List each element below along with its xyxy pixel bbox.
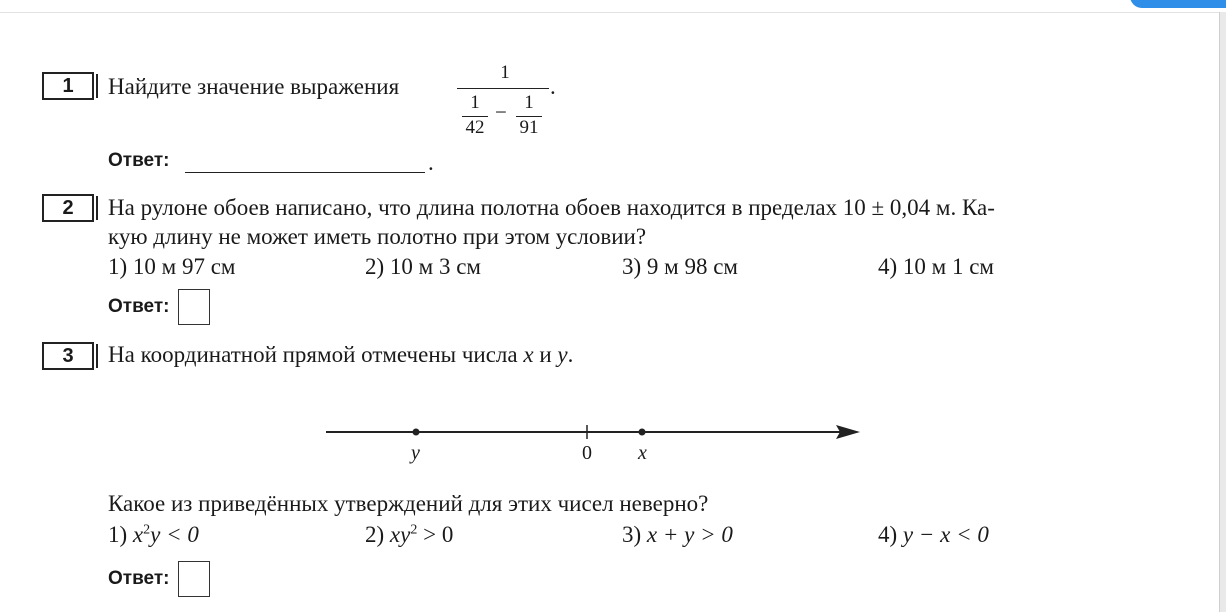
question-3-option-1: 1) $x^2y < 0$ [108, 522, 199, 547]
expr-a-numerator: 1 [470, 92, 480, 113]
number-line-point-y [413, 429, 420, 436]
question-2-option-3: 3) 9 м 98 см [622, 254, 738, 279]
question-3-option-4: 4) y − x < 0 [878, 522, 989, 547]
number-line-label-x: x [638, 442, 647, 464]
answer-2-label: Ответ: [108, 296, 170, 317]
browser-top-strip [0, 0, 1226, 13]
question-3-option-2: 2) $xy^2 > 0$ [365, 522, 454, 547]
expr-b-numerator: 1 [524, 92, 534, 113]
answer-3-box[interactable] [178, 561, 210, 597]
question-3-var-y: y [557, 342, 568, 367]
answer-2-box[interactable] [178, 289, 210, 325]
question-2-option-2: 2) 10 м 3 см [365, 254, 481, 279]
number-line [320, 410, 880, 470]
question-2-option-1: 1) 10 м 97 см [108, 254, 236, 279]
expr-period: . [550, 74, 556, 99]
number-line-label-zero: 0 [582, 442, 592, 464]
question-2-option-4: 4) 10 м 1 см [878, 254, 994, 279]
scrollbar[interactable] [1219, 12, 1226, 612]
answer-1-field[interactable] [185, 172, 425, 173]
expr-b-denominator: 91 [519, 117, 539, 138]
question-3-option-3: 3) x + y > 0 [622, 522, 733, 547]
answer-1-label: Ответ: [108, 150, 170, 171]
expr-minus: − [495, 100, 507, 124]
question-2-line-1: На рулоне обоев написано, что длина полотна обоев находится в пределах 10 ± 0,04 м. Ка- [108, 195, 995, 220]
question-3-text: На координатной прямой отмечены числа x и y. [108, 342, 574, 367]
question-3-var-x: x [523, 342, 534, 367]
expr-numerator: 1 [500, 62, 510, 83]
question-3-number: 3 [42, 342, 94, 370]
number-line-point-x [639, 429, 646, 436]
question-2-number: 2 [42, 194, 94, 222]
question-1-number: 1 [42, 72, 94, 100]
question-1-text: Найдите значение выражения [108, 74, 400, 99]
answer-1-period: . [428, 150, 434, 175]
answer-3-label: Ответ: [108, 568, 170, 589]
expr-main-fraction-bar [457, 88, 549, 89]
question-2-line-2: кую длину не может иметь полотно при этом условии? [108, 224, 647, 249]
expr-a-denominator: 42 [465, 117, 485, 138]
browser-button-edge[interactable] [1130, 0, 1226, 8]
number-line-label-y: y [411, 442, 420, 464]
question-3-question: Какое из приведённых утверждений для этих чисел неверно? [108, 491, 709, 516]
